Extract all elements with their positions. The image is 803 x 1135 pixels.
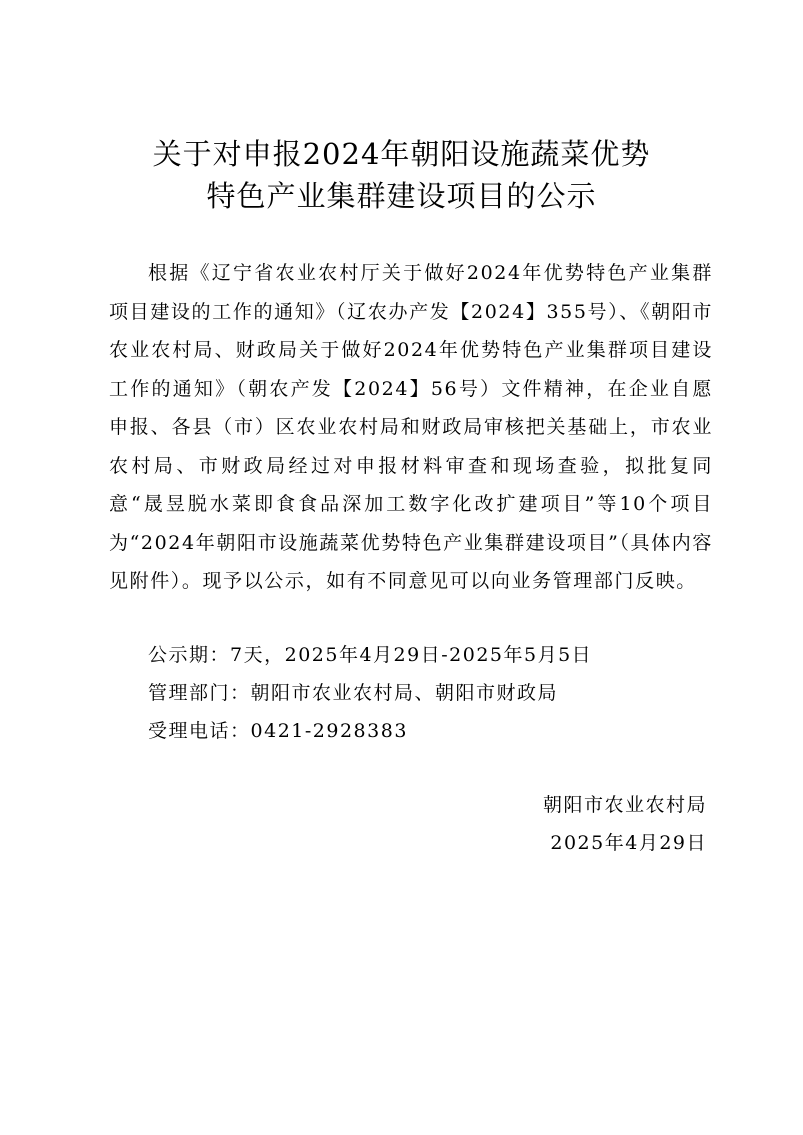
signature-organization: 朝阳市农业农村局 [542,794,707,816]
department-value: 朝阳市农业农村局、朝阳市财政局 [250,682,559,704]
phone-value: 0421-2928383 [250,720,408,742]
publicity-period [148,640,592,670]
publicity-period-value: 7天，2025年4月29日-2025年5月5日 [230,644,593,666]
contact-phone [148,716,408,746]
department-label: 管理部门： [148,682,251,704]
signature-date: 2025年4月29日 [550,832,707,854]
body-paragraph: 根据《辽宁省农业农村厅关于做好2024年优势特色产业集群项目建设的工作的通知》（辽农办产发【2024】355号）、《朝阳市农业农村局、财政局关于做好2024年优势特色产业集群项目建设工作的通知》（朝农产发【2024】56号）文件精神，在企业自愿申报、各县（市）区农业农村局和财政局审核把关基础上，市农业农村局、市财政局经过对申报材料审查和现场查验，拟批复同意“晟昱脱水菜即食食品深加工数字化改扩建项目”等10个项目为“2024年朝阳市设施蔬菜优势特色产业集群建设项目”（具体内容见附件）。现予以公示，如有不同意见可以向业务管理部门反映。 [109,262,713,592]
document-title-line-1: 关于对申报2024年朝阳设施蔬菜优势 [152,137,651,171]
management-department [148,678,558,708]
publicity-period-label: 公示期： [148,644,231,666]
document-title-line-2: 特色产业集群建设项目的公示 [206,179,597,213]
phone-label: 受理电话： [148,720,251,742]
